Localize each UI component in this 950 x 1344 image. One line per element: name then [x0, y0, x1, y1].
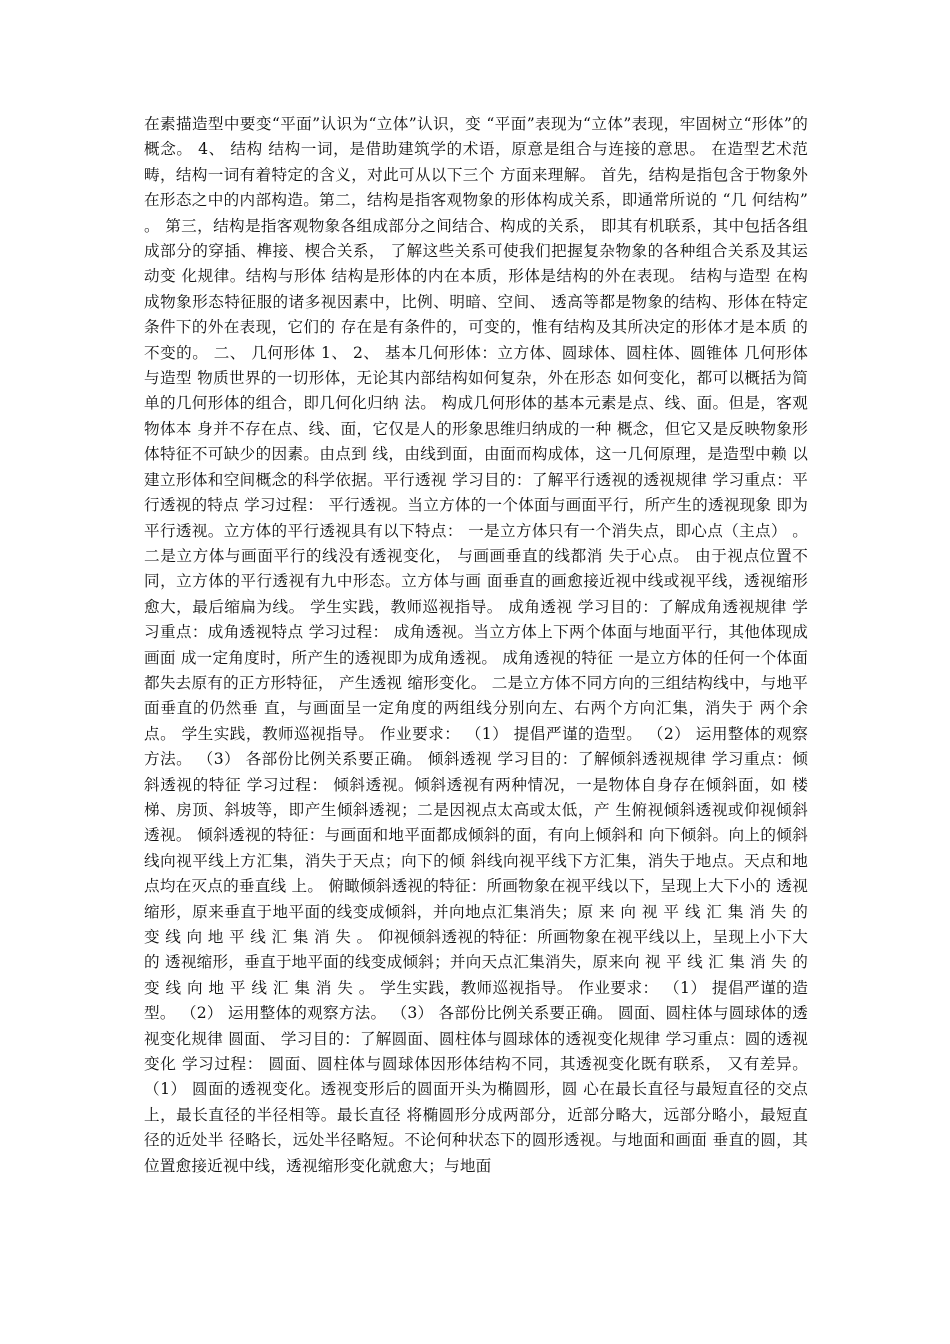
body-paragraph: 在素描造型中要变“平面”认识为“立体”认识，变 “平面”表现为“立体”表现，牢固树立“形体”的概念。 4、 结构 结构一词，是借助建筑学的术语，原意是组合与连接的意思。 在造型艺术范畴，结构一词有着特定的含义，对此可从以下三个 方面来理解。 首先，结构是指包含于物象外在形态之中的内部构造。第二，结构是指客观物象的形体构成关系，即通常所说的 “几 何结构” 。 第三，结构是指客观物象各组成部分之间结合、构成的关系， 即其有机联系，其中包括各组成部分的穿插、榫接、楔合关系， 了解这些关系可使我们把握复杂物象的各种组合关系及其运动变 化规律。结构与形体 结构是形体的内在本质，形体是结构的外在表现。 结构与造型 在构成物象形态特征服的诸多视因素中，比例、明暗、空间、 透高等都是物象的结构、形体在特定条件下的外在表现，它们的 存在是有条件的，可变的，惟有结构及其所决定的形体才是本质 的不变的。 二、 几何形体 1、 2、 基本几何形体：立方体、圆球体、圆柱体、圆锥体 几何形体与造型 物质世界的一切形体，无论其内部结构如何复杂，外在形态 如何变化，都可以概括为简单的几何形体的组合，即几何化归纳 法。 构成几何形体的基本元素是点、线、面。但是，客观物体本 身并不存在点、线、面，它仅是人的形象思维归纳成的一种 概念，但它又是反映物象形体特征不可缺少的因素。由点到 线，由线到面，由面而构成体，这一几何原理，是造型中赖 以建立形体和空间概念的科学依据。平行透视 学习目的：了解平行透视的透视规律 学习重点：平行透视的特点 学习过程： 平行透视。当立方体的一个体面与画面平行，所产生的透视现象 即为平行透视。立方体的平行透视具有以下特点： 一是立方体只有一个消失点，即心点（主点） 。 二是立方体与画面平行的线没有透视变化， 与画画垂直的线都消 失于心点。 由于视点位置不同，立方体的平行透视有九中形态。立方体与画 面垂直的画愈接近视中线或视平线，透视缩形愈大，最后缩扁为线。 学生实践，教师巡视指导。 成角透视 学习目的：了解成角透视规律 学习重点：成角透视特点 学习过程： 成角透视。当立方体上下两个体面与地面平行，其他体现成画面 成一定角度时，所产生的透视即为成角透视。 成角透视的特征 一是立方体的任何一个体面都失去原有的正方形特征， 产生透视 缩形变化。 二是立方体不同方向的三组结构线中，与地平面垂直的仍然垂 直，与画面呈一定角度的两组线分别向左、右两个方向汇集，消失于 两个余点。 学生实践，教师巡视指导。 作业要求： （1） 提倡严谨的造型。 （2） 运用整体的观察方法。 （3） 各部份比例关系要正确。 倾斜透视 学习目的：了解倾斜透视规律 学习重点：倾斜透视的特征 学习过程： 倾斜透视。倾斜透视有两种情况，一是物体自身存在倾斜面，如 楼梯、房顶、斜坡等，即产生倾斜透视；二是因视点太高或太低，产 生俯视倾斜透视或仰视倾斜透视。 倾斜透视的特征：与画面和地平面都成倾斜的面，有向上倾斜和 向下倾斜。向上的倾斜线向视平线上方汇集，消失于天点；向下的倾 斜线向视平线下方汇集，消失于地点。天点和地点均在灭点的垂直线 上。 俯瞰倾斜透视的特征：所画物象在视平线以下，呈现上大下小的 透视缩形，原来垂直于地平面的线变成倾斜，并向地点汇集消失；原 来 向 视 平 线 汇 集 消 失 的 变 线 向 地 平 线 汇 集 消 失 。 仰视倾斜透视的特征：所画物象在视平线以上，呈现上小下大的 透视缩形，垂直于地平面的线变成倾斜；并向天点汇集消失，原来向 视 平 线 汇 集 消 失 的 变 线 向 地 平 线 汇 集 消 失 。 学生实践，教师巡视指导。 作业要求： （1） 提倡严谨的造型。 （2） 运用整体的观察方法。 （3） 各部份比例关系要正确。 圆面、圆柱体与圆球体的透视变化规律 圆面、 学习目的：了解圆面、圆柱体与圆球体的透视变化规律 学习重点：圆的透视变化 学习过程： 圆面、圆柱体与圆球体因形体结构不同，其透视变化既有联系， 又有差异。 （1） 圆面的透视变化。透视变形后的圆面开头为椭圆形，圆 心在最长直径与最短直径的交点上，最长直径的半径相等。最长直径 将椭圆形分成两部分，近部分略大，远部分略小，最短直径的近处半 径略长，远处半径略短。不论何种状态下的圆形透视。与地面和画面 垂直的圆，其位置愈接近视中线，透视缩形变化就愈大；与地面	[144, 115, 808, 1175]
